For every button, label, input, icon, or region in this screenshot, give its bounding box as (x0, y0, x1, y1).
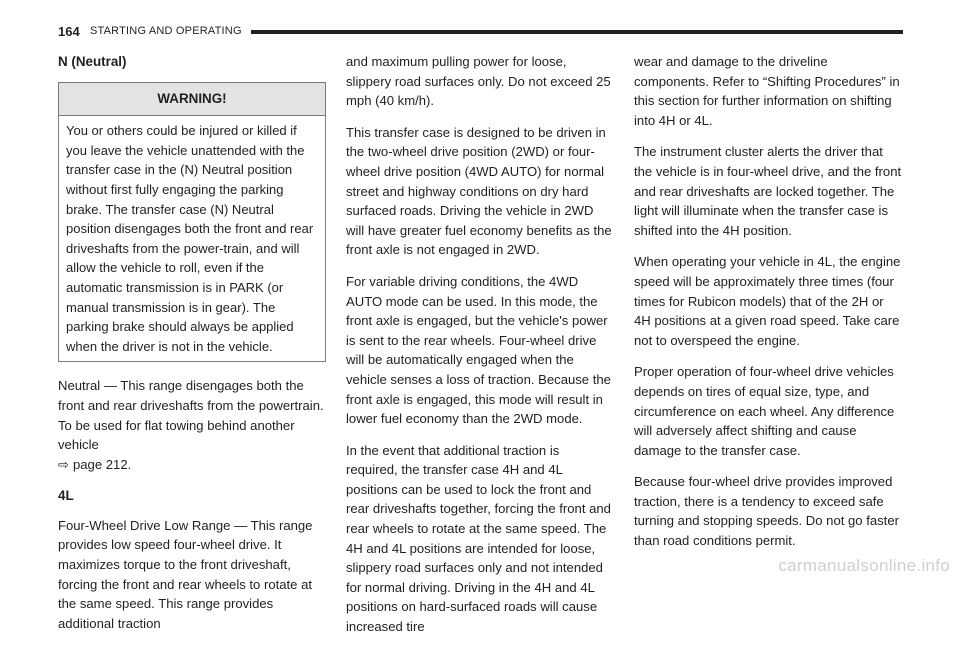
col2-paragraph-4: In the event that additional traction is required, the transfer case 4H and 4L positions can be used to lock the front and rear driveshafts together, forcing the front and rear wheels to rotate at the same speed. The 4H and 4L positions are intended for loose, slippery road surfaces only and not intended for normal driving. Driving in the 4H and 4L positions on hard-surfaced roads will cause increased tire (346, 442, 611, 635)
page-header (58, 24, 903, 44)
warning-box (58, 82, 326, 363)
heading-neutral: N (Neutral) (58, 54, 127, 69)
col2-paragraph-2: This transfer case is designed to be driven in the two-wheel drive position (2WD) or four-wheel drive position (4WD AUTO) for normal street and highway conditions on dry hard surfaced roads. Driving the vehicle in 2WD will have greater fuel economy benefits as the front axle is not engaged in 2WD. (346, 124, 612, 258)
column-3 (634, 52, 902, 563)
heading-4l: 4L (58, 488, 74, 504)
neutral-text: Neutral — This range disengages both the front and rear driveshafts from the powertrain. To be used for flat towing behind another vehicle (58, 378, 324, 453)
page-reference-link[interactable]: page 212. (72, 456, 132, 472)
col3-paragraph-1: wear and damage to the driveline components. Refer to “Shifting Procedures” in this section for further information on shifting into 4H or 4L. (634, 54, 900, 128)
four-l-paragraph: Four-Wheel Drive Low Range — This range provides low speed four-wheel drive. It maximizes torque to the front driveshaft, forcing the front and rear wheels to rotate at the same speed. This range provides additional traction (58, 517, 313, 631)
col3-paragraph-4: Proper operation of four-wheel drive vehicles depends on tires of equal size, type, and circumference on each wheel. Any difference will adversely affect shifting and cause damage to the transfer case. (634, 364, 895, 458)
col2-paragraph-1: and maximum pulling power for loose, slippery road surfaces only. Do not exceed 25 mph (40 km/h). (346, 54, 611, 109)
warning-title: WARNING! (59, 83, 325, 117)
page-number: 164 (58, 24, 80, 39)
arrow-right-icon: ⇨ (58, 456, 69, 472)
neutral-paragraph (58, 376, 326, 474)
col3-paragraph-2: The instrument cluster alerts the driver that the vehicle is in four-wheel drive, and the front and rear driveshafts are locked together. The light will illuminate when the transfer case is shifted into the 4H position. (634, 144, 902, 238)
column-2 (346, 52, 614, 649)
column-1 (58, 52, 326, 645)
col3-paragraph-5: Because four-wheel drive provides improved traction, there is a tendency to exceed safe turning and stopping speeds. Do not go faster than road conditions permit. (634, 474, 899, 549)
watermark: carmanualsonline.info (778, 556, 950, 575)
col3-paragraph-3: When operating your vehicle in 4L, the engine speed will be approximately three times (four times for Rubicon models) that of the 2H or 4H positions at a given road speed. Take care not to overspeed the engine. (634, 254, 901, 348)
section-title: STARTING AND OPERATING (90, 25, 242, 37)
warning-text: You or others could be injured or killed if you leave the vehicle unattended with the transfer case in the (N) Neutral position without first fully engaging the parking brake. The transfer case (N) Neutral position disengages both the front and rear driveshafts from the power-train, and will allow the vehicle to roll, even if the automatic transmission is in PARK (or manual transmission is in gear). The parking brake should always be applied when the driver is not in the vehicle. (66, 123, 314, 354)
header-rule (251, 30, 903, 34)
col2-paragraph-3: For variable driving conditions, the 4WD AUTO mode can be used. In this mode, the front axle is engaged, but the vehicle's power is sent to the rear wheels. Four-wheel drive will be automatically engaged when the vehicle senses a loss of traction. Because the front axle is engaged, this mode will result in lower fuel economy than the 2WD mode. (346, 273, 611, 427)
